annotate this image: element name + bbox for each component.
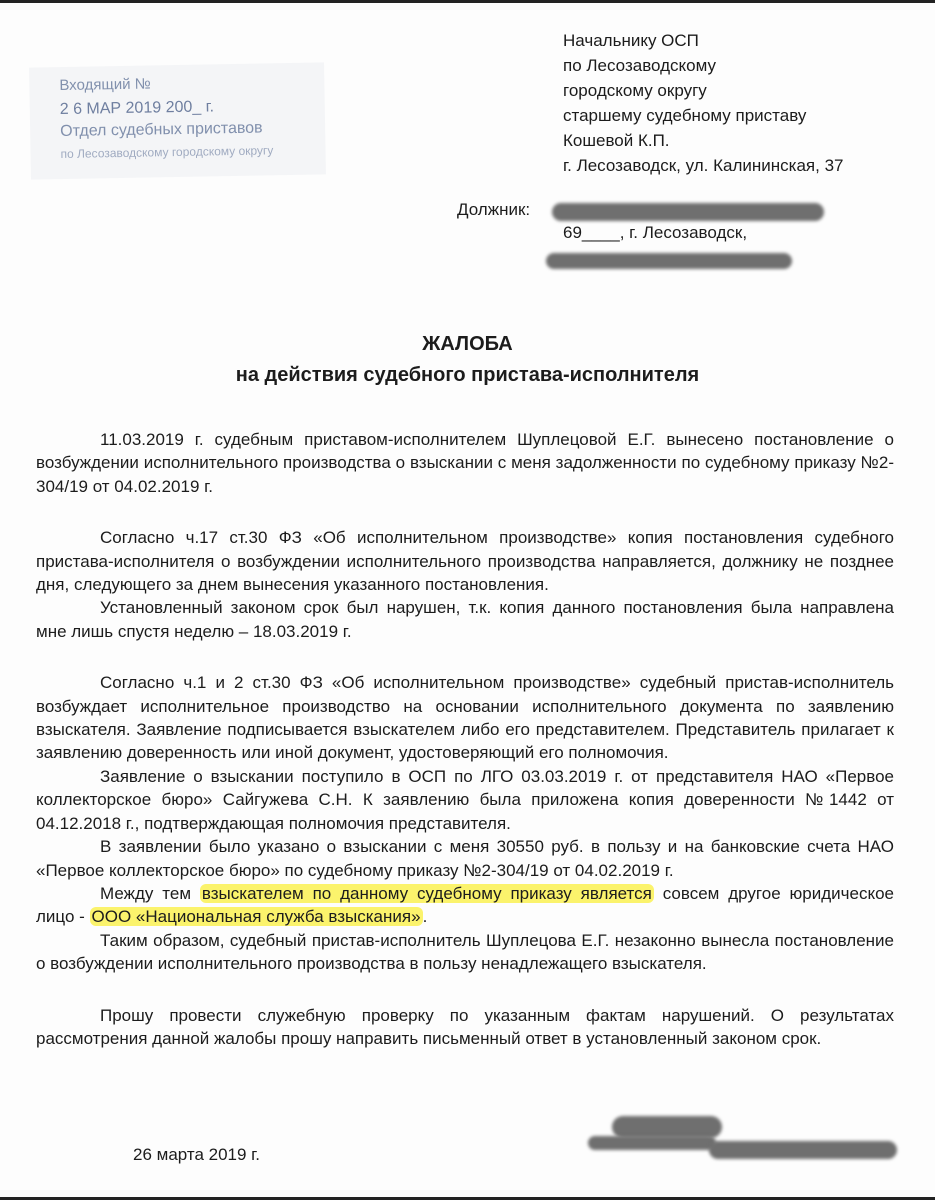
addressee-line: городскому округу [563, 81, 707, 100]
paragraph-4: Согласно ч.1 и 2 ст.30 ФЗ «Об исполнительном производстве» судебный пристав-исполнитель возбуждает исполнительное производство на основании исполнительного документа по заявлению взыскателя. Заявление подписывается взыскателем либо его представителем. Представитель прилагает к заявлению доверенность или иной документ, удостоверяющий его полномочия. [36, 673, 894, 763]
paragraph-6: В заявлении было указано о взыскании с меня 30550 руб. в пользу и на банковские счета НАО «Первое коллекторское бюро» по судебному приказу №2-304/19 от 04.02.2019 г. [36, 837, 894, 880]
paragraph-5: Заявление о взыскании поступило в ОСП по ЛГО 03.03.2019 г. от представителя НАО «Первое коллекторское бюро» Сайгужева С.Н. К заявлению была приложена копия доверенности №1442 от 04.12.2018 г., подтверждающая полномочия представителя. [36, 766, 894, 833]
highlight-organization: ООО «Национальная служба взыскания» [91, 907, 421, 927]
paragraph-9: Прошу провести служебную проверку по указанным фактам нарушений. О результатах рассмотрения данной жалобы прошу направить письменный ответ в установленный законом срок. [36, 1005, 894, 1048]
paragraph-2: Согласно ч.17 ст.30 ФЗ «Об исполнительном производстве» копия постановления судебного пристава-исполнителя о возбуждении исполнительного производства направляется, должнику не позднее дня, следующего за днем вынесения указанного постановления. [36, 528, 894, 595]
debtor-label: Должник: [457, 200, 531, 219]
paragraph-7-middle: совсем другое юридическое лицо - [36, 883, 894, 927]
redacted-signature [612, 1116, 722, 1138]
scan-top-edge [0, 0, 935, 3]
complaint-body [36, 428, 894, 1050]
stamp-date: 2 6 МАР 2019 200_ г. [59, 98, 215, 119]
addressee-line: Кошевой К.П. [563, 131, 670, 150]
addressee-line: г. Лесозаводск, ул. Калининская, 37 [563, 156, 844, 175]
stamp-district: по Лесозаводскому городскому округу [60, 143, 274, 162]
stamp-department: Отдел судебных приставов [60, 119, 263, 141]
stamp-incoming-label: Входящий № [59, 75, 151, 95]
debtor-address: 69____, г. Лесозаводск, [563, 223, 748, 242]
addressee-block [563, 28, 843, 178]
document-title: ЖАЛОБА [422, 333, 513, 355]
paragraph-7-start: Между тем [100, 883, 200, 903]
paragraph-7-end: . [422, 907, 428, 927]
addressee-line: старшему судебному приставу [563, 106, 807, 125]
redacted-signer-name [709, 1141, 897, 1159]
document-subtitle: на действия судебного пристава-исполнителя [235, 364, 700, 386]
document-date: 26 марта 2019 г. [133, 1145, 261, 1164]
paragraph-7 [36, 882, 894, 929]
incoming-stamp [29, 62, 326, 179]
redacted-debtor-name [552, 203, 824, 221]
addressee-line: по Лесозаводскому [563, 56, 716, 75]
paragraph-8: Таким образом, судебный пристав-исполнитель Шуплецова Е.Г. незаконно вынесла постановление о возбуждении исполнительного производства в пользу ненадлежащего взыскателя. [36, 930, 894, 974]
redacted-debtor-street [546, 253, 792, 269]
highlight-claimant: взыскателем по данному судебному приказу является [201, 883, 652, 903]
paragraph-1: 11.03.2019 г. судебным приставом-исполнителем Шуплецовой Е.Г. вынесено постановление о возбуждении исполнительного производства о взыскании с меня задолженности по судебному приказу №2-304/19 от 04.02.2019 г. [36, 430, 894, 496]
paragraph-3: Установленный законом срок был нарушен, т.к. копия данного постановления была направлена мне лишь спустя неделю – 18.03.2019 г. [36, 598, 894, 641]
redacted-signature-lower [588, 1136, 716, 1150]
addressee-line: Начальнику ОСП [563, 31, 699, 50]
